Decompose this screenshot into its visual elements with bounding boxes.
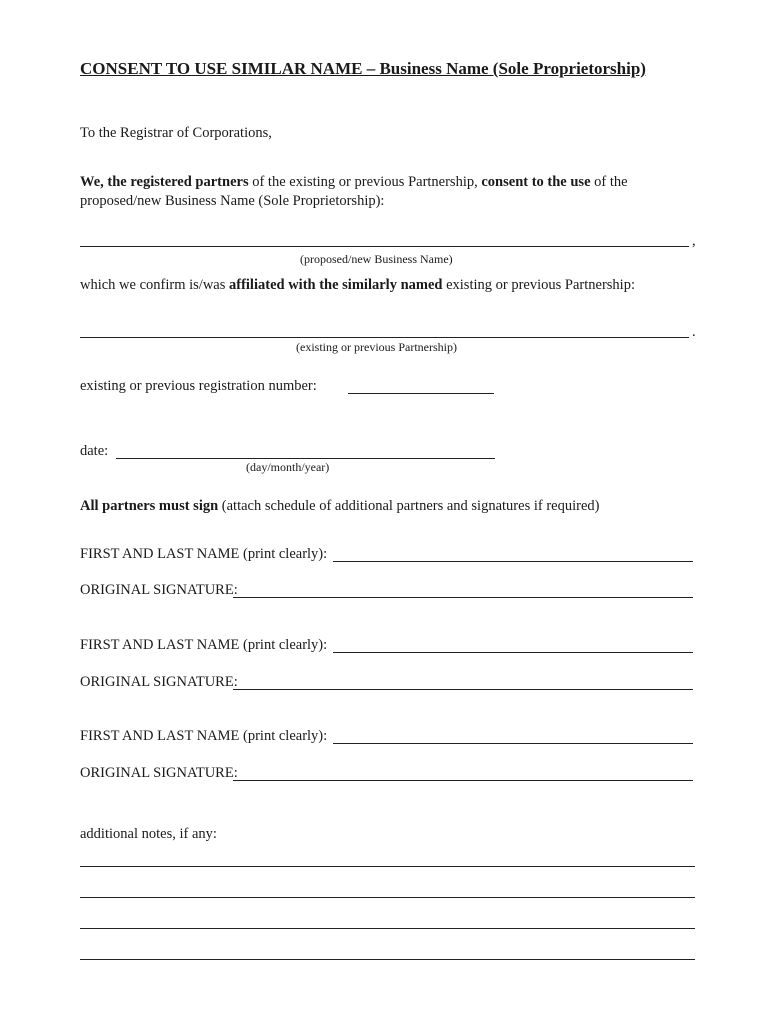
notes-line-4[interactable]	[80, 959, 695, 960]
intro-text-2: of the	[590, 174, 628, 190]
notes-line-2[interactable]	[80, 897, 695, 898]
intro-line-2: proposed/new Business Name (Sole Proprietorship):	[80, 193, 385, 209]
registration-number-label: existing or previous registration number:	[80, 378, 317, 394]
signature-label-2: ORIGINAL SIGNATURE:	[80, 674, 238, 690]
intro-bold-consent: consent to the use	[481, 174, 591, 190]
registration-number-field[interactable]	[348, 393, 494, 394]
name-label-3: FIRST AND LAST NAME (print clearly):	[80, 728, 328, 744]
notes-line-3[interactable]	[80, 928, 695, 929]
notes-line-1[interactable]	[80, 866, 695, 867]
signature-field-2[interactable]	[233, 689, 693, 690]
signature-label-1: ORIGINAL SIGNATURE:	[80, 582, 238, 598]
existing-partnership-caption: (existing or previous Partnership)	[296, 340, 457, 354]
salutation: To the Registrar of Corporations,	[80, 125, 272, 141]
affiliation-line	[80, 277, 635, 294]
notes-label: additional notes, if any:	[80, 826, 217, 842]
proposed-business-name-field[interactable]	[80, 246, 689, 247]
partners-note-bold: All partners must sign	[80, 498, 219, 514]
affiliation-bold: affiliated with the similarly named	[229, 277, 443, 293]
existing-field-period: .	[692, 324, 696, 340]
name-label-1: FIRST AND LAST NAME (print clearly):	[80, 546, 328, 562]
intro-bold-partners: We, the registered partners	[80, 174, 249, 190]
date-field[interactable]	[116, 458, 495, 459]
form-title: CONSENT TO USE SIMILAR NAME – Business Name (Sole Proprietorship)	[80, 59, 646, 78]
name-field-3[interactable]	[333, 743, 693, 744]
proposed-business-name-caption: (proposed/new Business Name)	[300, 252, 453, 266]
name-label-2: FIRST AND LAST NAME (print clearly):	[80, 637, 328, 653]
signature-field-1[interactable]	[233, 597, 693, 598]
signature-label-3: ORIGINAL SIGNATURE:	[80, 765, 238, 781]
name-field-1[interactable]	[333, 561, 693, 562]
affiliation-text-1: which we confirm is/was	[80, 277, 229, 293]
affiliation-text-2: existing or previous Partnership:	[442, 277, 635, 293]
intro-text-1: of the existing or previous Partnership,	[248, 174, 482, 190]
partners-note-text: (attach schedule of additional partners and signatures if required)	[218, 498, 600, 514]
name-field-2[interactable]	[333, 652, 693, 653]
partners-note	[80, 498, 599, 515]
existing-partnership-field[interactable]	[80, 337, 689, 338]
date-caption: (day/month/year)	[246, 460, 330, 474]
signature-field-3[interactable]	[233, 780, 693, 781]
intro-line-1	[80, 174, 628, 191]
date-label: date:	[80, 443, 109, 459]
proposed-field-comma: ,	[692, 233, 696, 249]
